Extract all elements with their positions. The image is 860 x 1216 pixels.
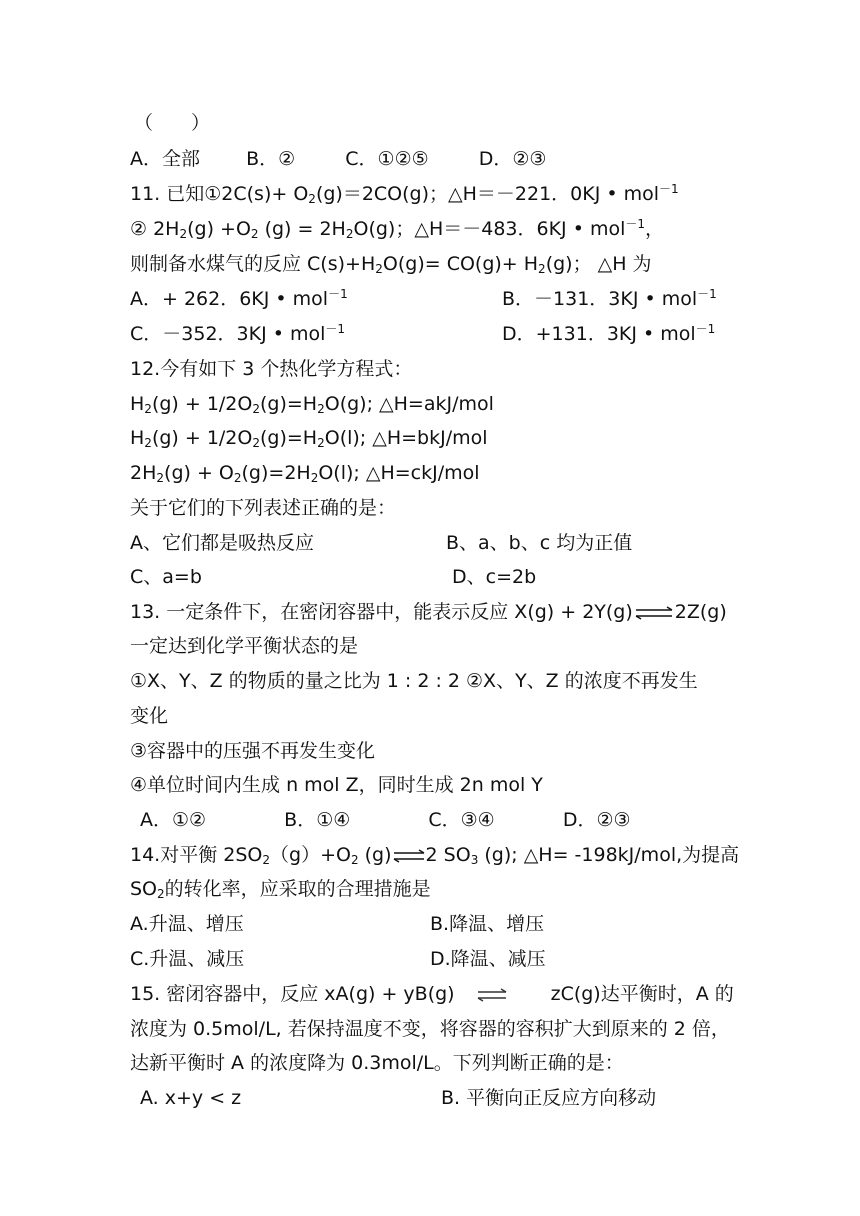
q11-eq2 <box>130 216 664 242</box>
q13-stem-text-1: 13. 一定条件下，在密闭容器中，能表示反应 X(g) + 2Y(g) <box>130 601 633 623</box>
q11-option-b-text: B．－131．3KJ • mol <box>502 288 698 310</box>
q11-option-a-text: A．+ 262．6KJ • mol <box>130 288 329 310</box>
q14-sub: 2 <box>157 887 165 901</box>
q11-stem <box>130 181 679 207</box>
q14-sub: 3 <box>470 853 479 867</box>
q11-sup: －1 <box>625 217 645 231</box>
q12-eq3-text-3: (g)=2H <box>241 462 311 484</box>
q12-eq2-text-4: O(l); △H=bkJ/mol <box>324 427 488 449</box>
q11-option-b <box>502 286 717 312</box>
equilibrium-arrow-icon <box>393 849 425 863</box>
q13-option-b: B．①④ <box>284 809 351 831</box>
q14-option-d: D.降温、减压 <box>430 948 546 970</box>
q15-stem <box>130 981 734 1007</box>
q11-stem-text-1: 11. 已知①2C(s)+ O <box>130 183 309 205</box>
q13-options <box>140 807 631 833</box>
q13-stem-text-2: 2Z(g) <box>674 601 727 623</box>
q13-option-c: C．③④ <box>428 809 495 831</box>
q15-option-b: B. 平衡向正反应方向移动 <box>441 1087 657 1109</box>
q14-stem <box>130 842 739 868</box>
q12-ask: 关于它们的下列表述正确的是： <box>130 497 397 519</box>
equilibrium-arrow-icon <box>634 606 674 620</box>
q15-stem2: 浓度为 0.5mol/L, 若保持温度不变，将容器的容积扩大到原来的 2 倍， <box>130 1018 730 1040</box>
q12-stem: 12.今有如下 3 个热化学方程式： <box>130 358 413 380</box>
q11-sub: 2 <box>345 227 354 241</box>
q11-sub: 2 <box>538 262 546 276</box>
q13-stem <box>130 599 727 625</box>
q12-eq2-text-1: H <box>130 427 145 449</box>
q14-option-c: C.升温、减压 <box>130 948 245 970</box>
q12-eq3 <box>130 460 480 486</box>
q12-sub: 2 <box>252 402 260 416</box>
equilibrium-arrow-icon <box>456 988 550 1002</box>
q11-eq2-text-3: (g) = 2H <box>258 218 346 240</box>
q12-eq3-text-1: 2H <box>130 462 157 484</box>
q11-eq2-text-4: O(g)；△H＝－483．6KJ • mol <box>353 218 626 240</box>
q14-stem-text-1: 14.对平衡 2SO <box>130 844 263 866</box>
q15-option-a: A. x+y < z <box>140 1087 242 1109</box>
q11-option-a <box>130 286 348 312</box>
q11-sup: －1 <box>697 287 717 301</box>
q11-ask-text-1: 则制备水煤气的反应 C(s)+H <box>130 253 376 275</box>
q11-option-d-text: D．+131．3KJ • mol <box>502 323 696 345</box>
q14-stem-text-3: (g) <box>358 844 392 866</box>
q12-eq2-text-2: (g) + 1/2O <box>151 427 253 449</box>
q12-eq1-text-3: (g)=H <box>260 393 318 415</box>
q15-stem-text-1: 15. 密闭容器中，反应 xA(g) + yB(g) <box>130 983 455 1005</box>
q12-eq1-text-4: O(g); △H=akJ/mol <box>324 393 494 415</box>
q10-options <box>130 146 546 172</box>
q12-sub: 2 <box>156 471 165 485</box>
q12-sub: 2 <box>310 471 319 485</box>
q10-option-a: A．全部 <box>130 148 200 170</box>
q14-stem-text-4: 2 SO <box>425 844 471 866</box>
q11-eq2-end: ， <box>645 218 665 240</box>
q14-stem-text-5: (g); △H= -198kJ/mol,为提高 <box>478 844 740 866</box>
q13-condition-2-wrap: 变化 <box>130 705 169 727</box>
q14-sub: 2 <box>350 853 359 867</box>
q15-stem3: 达新平衡时 A 的浓度降为 0.3mol/L。下列判断正确的是： <box>130 1052 624 1074</box>
q13-option-a: A．①② <box>140 809 207 831</box>
q13-option-d: D．②③ <box>562 809 631 831</box>
q12-sub: 2 <box>252 436 260 450</box>
q14-sub: 2 <box>262 853 271 867</box>
q12-eq1-text-2: (g) + 1/2O <box>151 393 253 415</box>
q14-option-b: B.降温、增压 <box>430 913 545 935</box>
q12-eq1 <box>130 391 494 417</box>
q13-stem2: 一定达到化学平衡状态的是 <box>130 635 359 657</box>
q11-option-c <box>130 321 345 347</box>
q12-option-c: C、a=b <box>130 566 202 588</box>
q12-sub: 2 <box>144 436 152 450</box>
q11-eq2-text-1: ② 2H <box>130 218 180 240</box>
q12-sub: 2 <box>233 471 242 485</box>
q14-stem2-text-2: 的转化率，应采取的合理措施是 <box>164 878 431 900</box>
q10-blank: （ ） <box>134 112 211 134</box>
q12-eq2-text-3: (g)=H <box>260 427 318 449</box>
q12-option-d: D、c=2b <box>452 566 537 588</box>
q12-eq1-text-1: H <box>130 393 145 415</box>
q11-sup: －1 <box>325 322 346 336</box>
q12-option-b: B、a、b、c 均为正值 <box>446 532 633 554</box>
q11-sub: 2 <box>179 227 188 241</box>
q11-ask-text-2: O(g)= CO(g)+ H <box>382 253 539 275</box>
q10-option-c: C．①②⑤ <box>345 148 429 170</box>
q11-option-c-text: C．－352．3KJ • mol <box>130 323 326 345</box>
q11-sub: 2 <box>308 192 316 206</box>
q13-condition-4: ④单位时间内生成 n mol Z，同时生成 2n mol Y <box>130 774 543 796</box>
q11-sup: －1 <box>328 287 348 301</box>
q11-sub: 2 <box>375 262 383 276</box>
q12-sub: 2 <box>317 402 325 416</box>
q11-stem-text-2: (g)＝2CO(g)；△H＝－221．0KJ • mol <box>315 183 660 205</box>
q11-sup: －1 <box>695 322 716 336</box>
q15-stem-text-2: zC(g)达平衡时，A 的 <box>550 983 734 1005</box>
q14-option-a: A.升温、增压 <box>130 913 244 935</box>
q12-sub: 2 <box>144 402 152 416</box>
q12-eq2 <box>130 425 488 451</box>
q10-option-d: D．②③ <box>478 148 547 170</box>
q11-eq2-text-2: (g) +O <box>187 218 251 240</box>
q14-stem2-text-1: SO <box>130 878 158 900</box>
q14-stem-text-2: （g）+O <box>270 844 351 866</box>
q13-condition-1-2: ①X、Y、Z 的物质的量之比为 1 : 2 : 2 ②X、Y、Z 的浓度不再发生 <box>130 670 698 692</box>
q12-sub: 2 <box>317 436 325 450</box>
q11-ask <box>130 251 652 277</box>
q11-sub: 2 <box>250 227 259 241</box>
q12-eq3-text-2: (g) + O <box>164 462 234 484</box>
q10-option-b: B．② <box>246 148 296 170</box>
q12-eq3-text-4: O(l); △H=ckJ/mol <box>318 462 480 484</box>
q14-stem2 <box>130 876 431 902</box>
q13-condition-3: ③容器中的压强不再发生变化 <box>130 740 376 762</box>
q11-sup: －1 <box>659 182 679 196</box>
q11-ask-text-3: (g)； △H 为 <box>545 253 652 275</box>
q12-option-a: A、它们都是吸热反应 <box>130 532 314 554</box>
q11-option-d <box>502 321 715 347</box>
